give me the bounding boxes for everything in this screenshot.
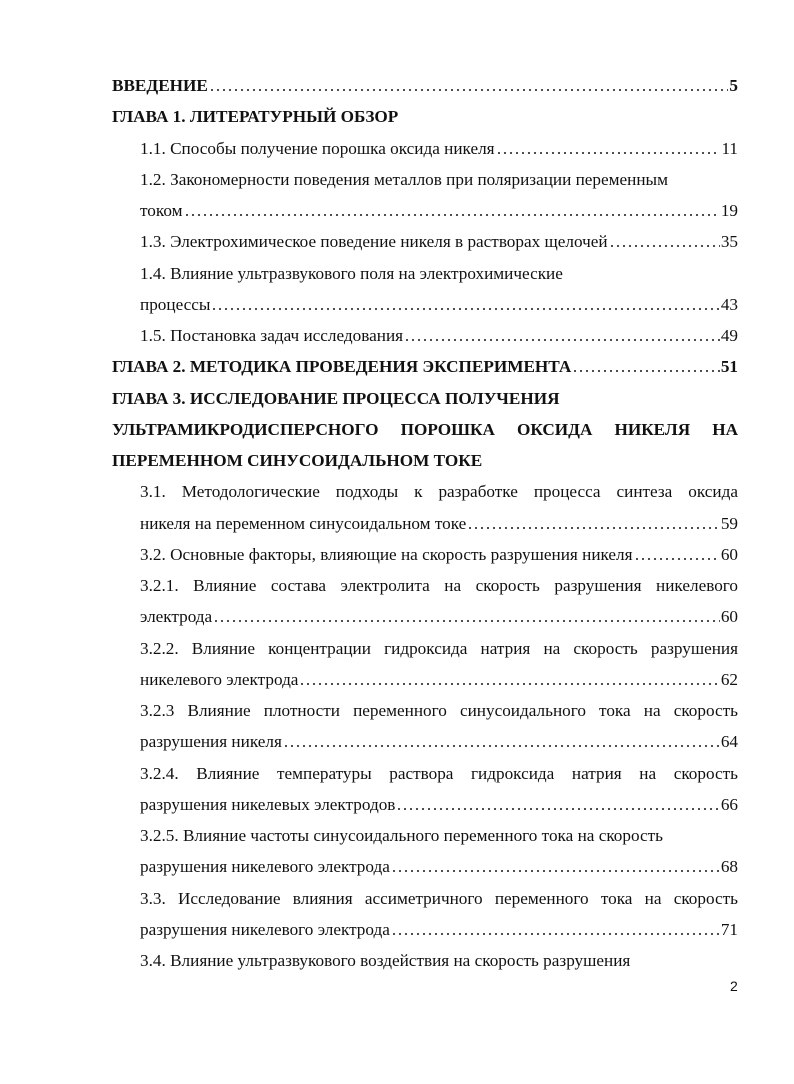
toc-heading-line — [112, 351, 738, 382]
toc-entry-text: ПЕРЕМЕННОМ СИНУСОИДАЛЬНОМ ТОКЕ — [112, 451, 483, 470]
toc-entry-line — [140, 289, 738, 320]
toc-page-number: 19 — [720, 201, 738, 220]
toc-entry-text: ВВЕДЕНИЕ — [112, 76, 208, 95]
toc-entry-line — [140, 320, 738, 351]
dot-leader — [496, 152, 721, 154]
toc-entry-text: 3.2.1. Влияние состава электролита на скорость разрушения никелевого — [140, 576, 738, 595]
toc-entry-line — [140, 195, 738, 226]
toc-page-number: 49 — [720, 326, 738, 345]
toc-entry-text: процессы — [140, 294, 211, 314]
dot-leader — [609, 245, 720, 247]
toc-entry-line — [140, 883, 738, 914]
toc-entry-text: 1.1. Способы получение порошка оксида никеля — [140, 138, 495, 158]
toc-entry-line — [140, 695, 738, 726]
toc-entry-line — [140, 633, 738, 664]
toc-entry-line — [140, 601, 738, 632]
toc-entry-text: 3.2.4. Влияние температуры раствора гидроксида натрия на скорость — [140, 763, 738, 783]
toc-entry-text: 1.3. Электрохимическое поведение никеля в растворах щелочей — [140, 232, 608, 252]
dot-leader — [391, 933, 720, 935]
toc-page-number: 71 — [720, 919, 738, 939]
toc-entry-line — [140, 133, 738, 164]
toc-entry-text: ГЛАВА 3. ИССЛЕДОВАНИЕ ПРОЦЕССА ПОЛУЧЕНИЯ — [112, 388, 560, 408]
toc-entry-line — [140, 258, 738, 289]
toc-heading-line — [112, 101, 738, 132]
toc-entry-line — [140, 476, 738, 507]
toc-entry-line — [140, 508, 738, 539]
toc-entry-text: электрода — [140, 607, 213, 627]
dot-leader — [396, 808, 719, 810]
toc-page-number: 51 — [720, 357, 738, 377]
dot-leader — [184, 214, 720, 216]
dot-leader — [299, 683, 719, 685]
toc-page-number: 5 — [729, 76, 738, 95]
dot-leader — [283, 745, 720, 747]
toc-page-number: 11 — [721, 138, 738, 158]
dot-leader — [213, 620, 720, 622]
toc-entry-line — [140, 820, 738, 851]
toc-entry-line — [140, 914, 738, 945]
dot-leader — [572, 370, 719, 372]
toc-entry-text: 3.2.2. Влияние концентрации гидроксида натрия на скорость разрушения — [140, 638, 738, 658]
toc-entry-text: разрушения никеля — [140, 732, 282, 752]
toc-page-number: 60 — [720, 607, 738, 627]
dot-leader — [404, 339, 720, 341]
toc-page-number: 62 — [720, 669, 738, 689]
toc-page-number: 60 — [720, 544, 738, 564]
toc-entry-text: 3.1. Методологические подходы к разработке процесса синтеза оксида — [140, 482, 738, 502]
dot-leader — [634, 558, 720, 560]
toc-entry-line — [140, 851, 738, 882]
dot-leader — [467, 527, 720, 529]
toc-entry-line — [140, 570, 738, 601]
dot-leader — [211, 308, 719, 310]
toc-entry-text: 3.2.3 Влияние плотности переменного синусоидального тока на скорость — [140, 701, 738, 720]
toc-entry-line — [140, 945, 738, 976]
toc-entry-text: разрушения никелевых электродов — [140, 794, 396, 814]
toc-entry-text: ГЛАВА 2. МЕТОДИКА ПРОВЕДЕНИЯ ЭКСПЕРИМЕНТА — [112, 357, 572, 377]
toc-heading-line — [112, 70, 738, 101]
toc-entry-text: 1.2. Закономерности поведения металлов при поляризации переменным — [140, 169, 668, 189]
toc-entry-text: 1.4. Влияние ультразвукового поля на электрохимические — [140, 263, 563, 283]
toc-entry-line — [140, 758, 738, 789]
toc-entry-text: 3.4. Влияние ультразвукового воздействия на скорость разрушения — [140, 951, 631, 970]
dot-leader — [391, 870, 720, 872]
toc-entry-line — [140, 539, 738, 570]
toc-entry-line — [140, 226, 738, 257]
toc-heading-line — [112, 445, 738, 476]
toc-entry-text: разрушения никелевого электрода — [140, 919, 390, 939]
toc-entry-text: током — [140, 201, 183, 220]
dot-leader — [209, 89, 729, 91]
toc-page-number: 66 — [720, 794, 738, 814]
toc-entry-text: 3.2. Основные факторы, влияющие на скорость разрушения никеля — [140, 544, 633, 564]
toc-page-number: 64 — [720, 732, 738, 752]
toc-entry-line — [140, 726, 738, 757]
toc-page-number: 59 — [720, 513, 738, 533]
toc-page-number: 43 — [720, 294, 738, 314]
toc-page-number: 68 — [720, 857, 738, 877]
toc-entry-text: ГЛАВА 1. ЛИТЕРАТУРНЫЙ ОБЗОР — [112, 107, 399, 127]
page-number: 2 — [730, 978, 738, 994]
toc-entry-text: 1.5. Постановка задач исследования — [140, 326, 404, 345]
toc-entry-line — [140, 164, 738, 195]
toc-entry-text: никеля на переменном синусоидальном токе — [140, 513, 467, 533]
toc-entry-line — [140, 664, 738, 695]
toc-page-number: 35 — [720, 232, 738, 252]
toc-entry-text: УЛЬТРАМИКРОДИСПЕРСНОГО ПОРОШКА ОКСИДА НИКЕЛЯ НА — [112, 419, 738, 439]
toc-entry-text: 3.3. Исследование влияния ассиметричного переменного тока на скорость — [140, 888, 738, 908]
toc-heading-line — [112, 414, 738, 445]
toc-entry-text: 3.2.5. Влияние частоты синусоидального переменного тока на скорость — [140, 826, 663, 845]
toc-entry-text: никелевого электрода — [140, 669, 299, 689]
toc-entry-text: разрушения никелевого электрода — [140, 857, 390, 877]
toc-heading-line — [112, 383, 738, 414]
toc-entry-line — [140, 789, 738, 820]
